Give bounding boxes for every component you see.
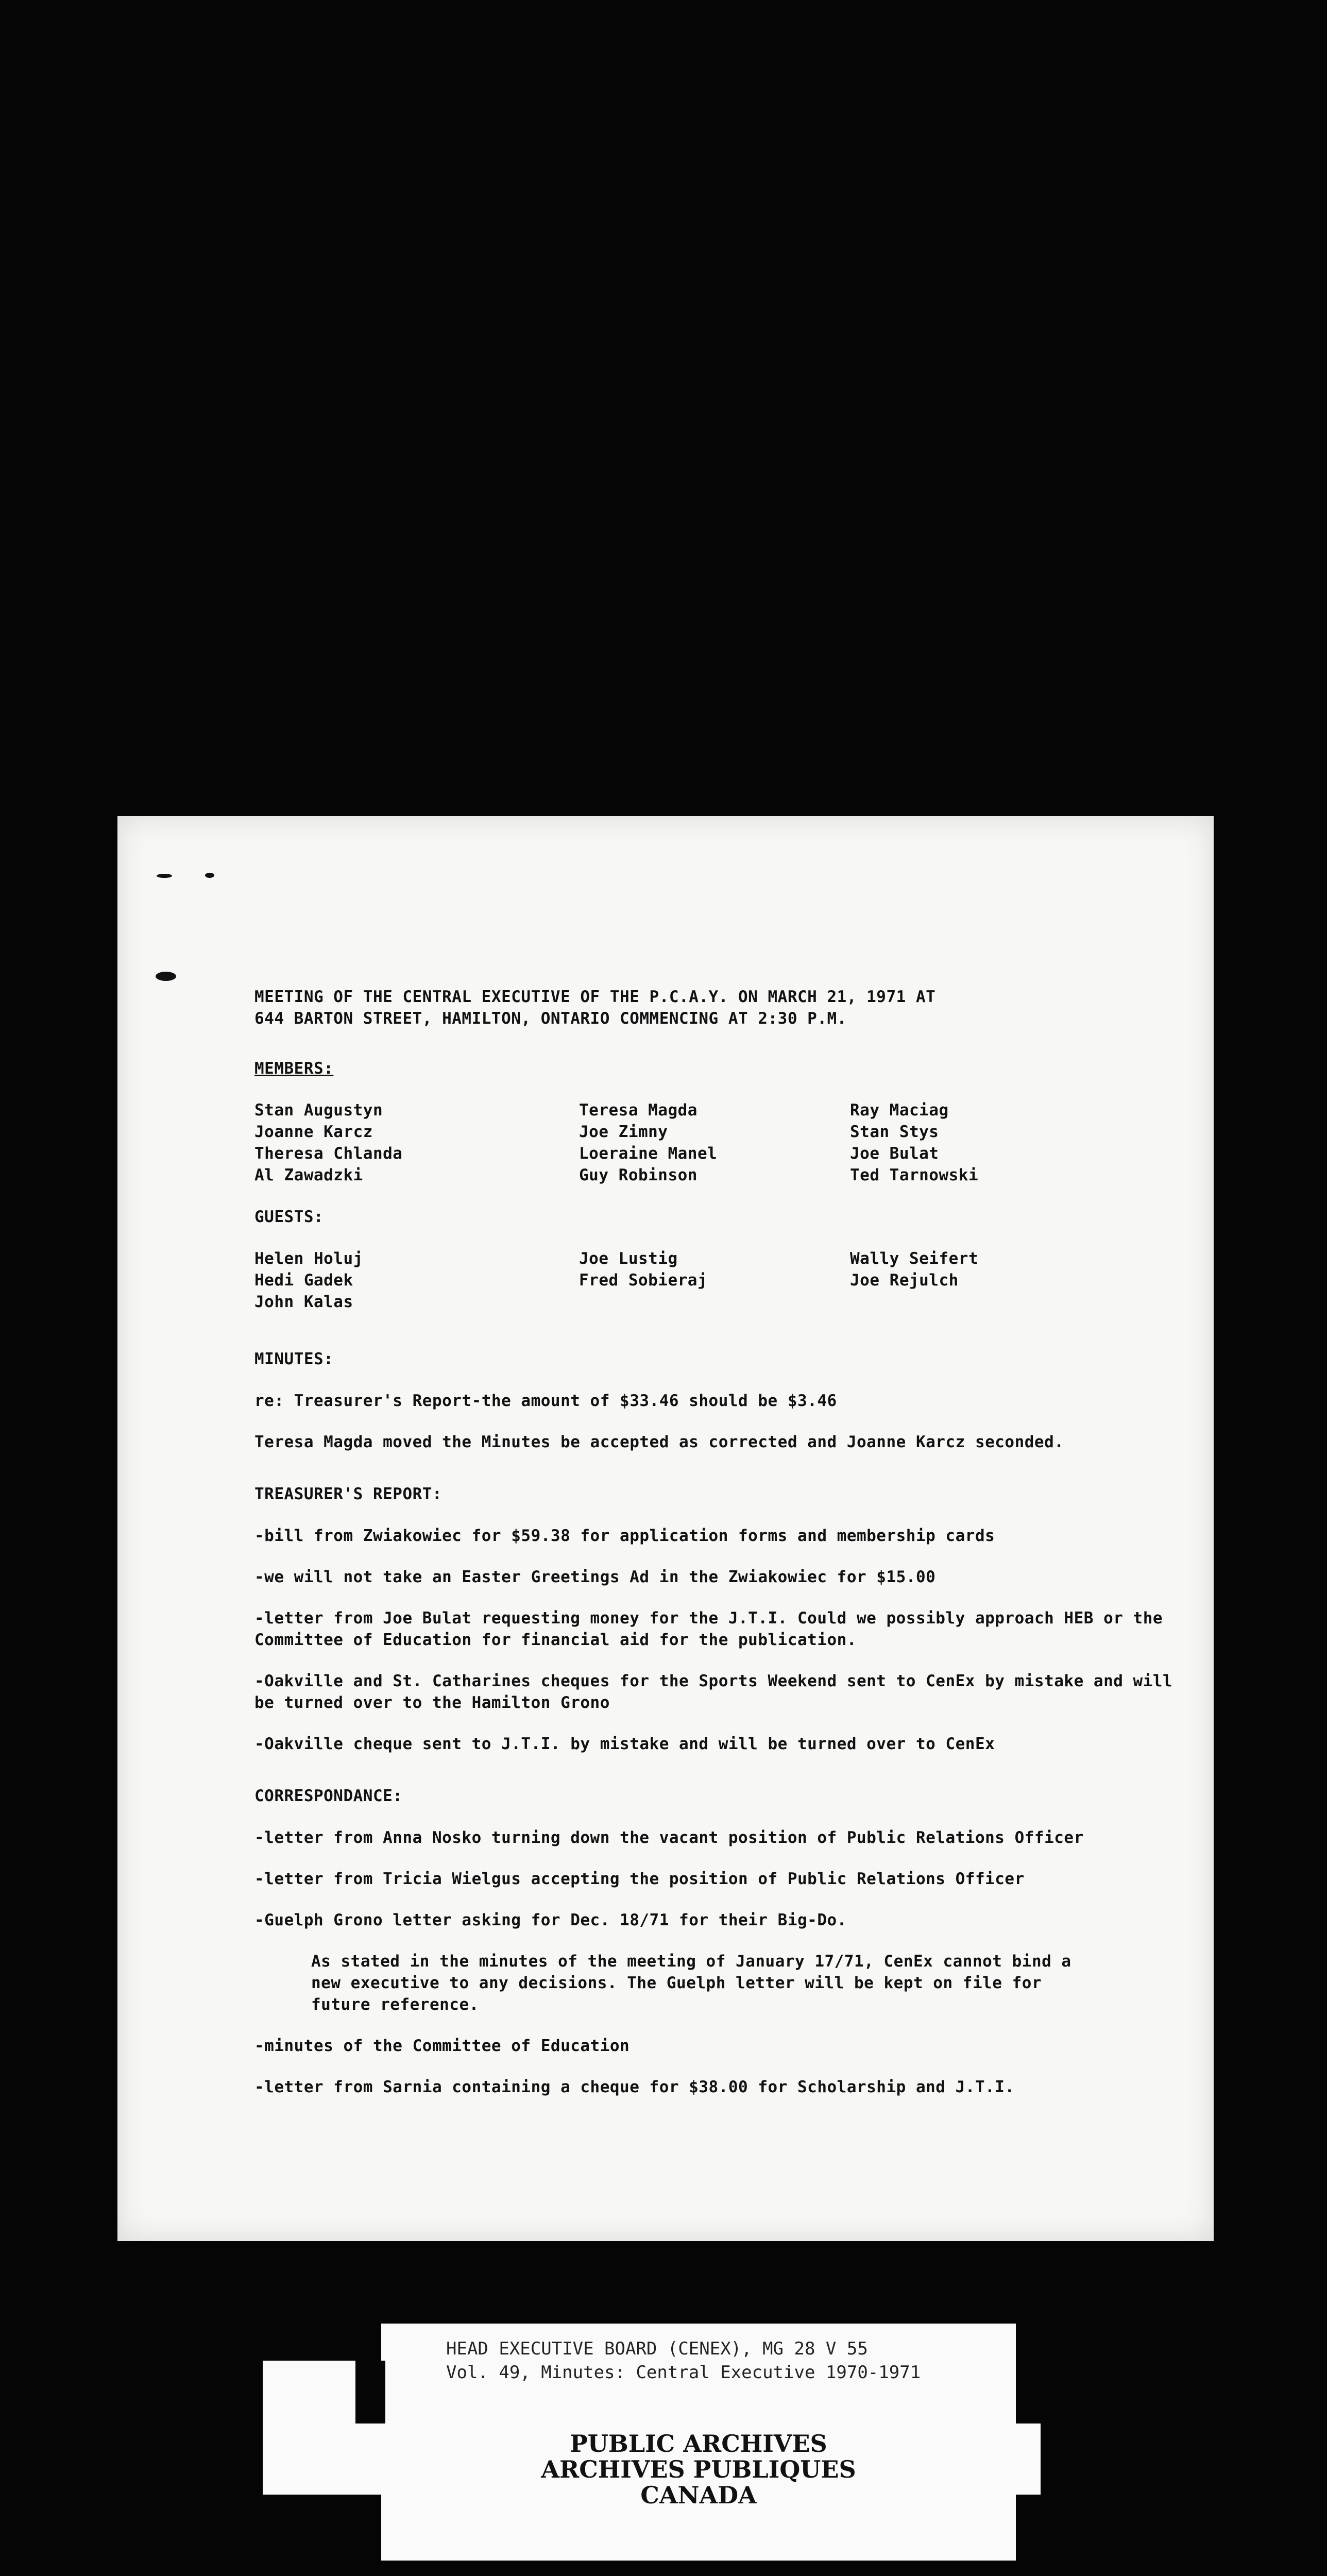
stamp-line: CANADA <box>640 2481 757 2509</box>
treasurer-heading: TREASURER'S REPORT: <box>254 1485 443 1503</box>
guest-name: Hedi Gadek <box>254 1271 353 1290</box>
title-line: MEETING OF THE CENTRAL EXECUTIVE OF THE P.C.A.Y. ON MARCH 21, 1971 AT <box>254 988 936 1006</box>
correspondance-note: As stated in the minutes of the meeting of January 17/71, CenEx cannot bind a new executive to any decisions. The Guelph letter will be kept on file for future reference. <box>311 1952 1071 2014</box>
guest-name: Joe Lustig <box>579 1249 678 1268</box>
member-name: Stan Augustyn <box>254 1101 383 1120</box>
guests-list <box>254 1248 1192 1315</box>
correspondance-item: -letter from Anna Nosko turning down the vacant position of Public Relations Officer <box>254 1828 1084 1847</box>
members-column <box>254 1099 402 1186</box>
guests-column <box>579 1248 707 1291</box>
guest-name: John Kalas <box>254 1293 353 1311</box>
members-list <box>254 1099 1192 1187</box>
archive-reference <box>446 2337 1002 2384</box>
member-name: Joe Zimny <box>579 1123 668 1141</box>
correspondance-heading: CORRESPONDANCE: <box>254 1787 403 1805</box>
correspondance-item: -Guelph Grono letter asking for Dec. 18/71 for their Big-Do. <box>254 1911 847 1929</box>
treasurer-item: -bill from Zwiakowiec for $59.38 for application forms and membership cards <box>254 1527 995 1545</box>
member-name: Stan Stys <box>850 1123 939 1141</box>
minutes-item: re: Treasurer's Report-the amount of $33.46 should be $3.46 <box>254 1392 837 1410</box>
member-name: Joe Bulat <box>850 1144 939 1163</box>
stamp-line: ARCHIVES PUBLIQUES <box>541 2455 856 2483</box>
treasurer-item: -Oakville cheque sent to J.T.I. by mistake and will be turned over to CenEx <box>254 1735 995 1753</box>
treasurer-item: -Oakville and St. Catharines cheques for the Sports Weekend sent to CenEx by mistake and will be turned over to the Hamilton Grono <box>254 1672 1173 1712</box>
correspondance-item: -letter from Tricia Wielgus accepting the position of Public Relations Officer <box>254 1870 1025 1888</box>
reference-line: Vol. 49, Minutes: Central Executive 1970-1971 <box>446 2362 921 2383</box>
guests-column <box>850 1248 978 1291</box>
members-column <box>850 1099 978 1186</box>
treasurer-item: -letter from Joe Bulat requesting money for the J.T.I. Could we possibly approach HEB or the Committee of Education for financial aid for the publication. <box>254 1609 1163 1649</box>
meeting-title <box>254 986 1192 1029</box>
scan-speck <box>156 972 176 981</box>
member-name: Al Zawadzki <box>254 1166 363 1184</box>
guests-heading: GUESTS: <box>254 1208 324 1226</box>
meeting-minutes <box>254 986 1192 2117</box>
treasurer-item: -we will not take an Easter Greetings Ad in the Zwiakowiec for $15.00 <box>254 1568 936 1586</box>
members-heading: MEMBERS: <box>254 1059 334 1078</box>
member-name: Guy Robinson <box>579 1166 697 1184</box>
guest-name: Joe Rejulch <box>850 1271 959 1290</box>
reference-line: HEAD EXECUTIVE BOARD (CENEX), MG 28 V 55 <box>446 2338 868 2359</box>
member-name: Loeraine Manel <box>579 1144 718 1163</box>
minutes-heading: MINUTES: <box>254 1350 334 1368</box>
document-page <box>117 816 1214 2241</box>
label-notch <box>355 2361 385 2424</box>
guest-name: Helen Holuj <box>254 1249 363 1268</box>
member-name: Teresa Magda <box>579 1101 697 1120</box>
guests-column <box>254 1248 363 1313</box>
label-notch <box>1016 2361 1042 2424</box>
scan-speck <box>157 874 172 878</box>
members-column <box>579 1099 717 1186</box>
member-name: Theresa Chlanda <box>254 1144 403 1163</box>
guest-name: Wally Seifert <box>850 1249 979 1268</box>
title-line: 644 BARTON STREET, HAMILTON, ONTARIO COMMENCING AT 2:30 P.M. <box>254 1009 847 1028</box>
archive-stamp <box>381 2431 1016 2508</box>
correspondance-item: -letter from Sarnia containing a cheque for $38.00 for Scholarship and J.T.I. <box>254 2078 1015 2096</box>
scan-speck <box>205 873 214 878</box>
stamp-line: PUBLIC ARCHIVES <box>570 2430 827 2458</box>
member-name: Ray Maciag <box>850 1101 949 1120</box>
member-name: Joanne Karcz <box>254 1123 373 1141</box>
minutes-item: Teresa Magda moved the Minutes be accepted as corrected and Joanne Karcz seconded. <box>254 1433 1064 1451</box>
member-name: Ted Tarnowski <box>850 1166 979 1184</box>
correspondance-item: -minutes of the Committee of Education <box>254 2037 630 2055</box>
guest-name: Fred Sobieraj <box>579 1271 708 1290</box>
